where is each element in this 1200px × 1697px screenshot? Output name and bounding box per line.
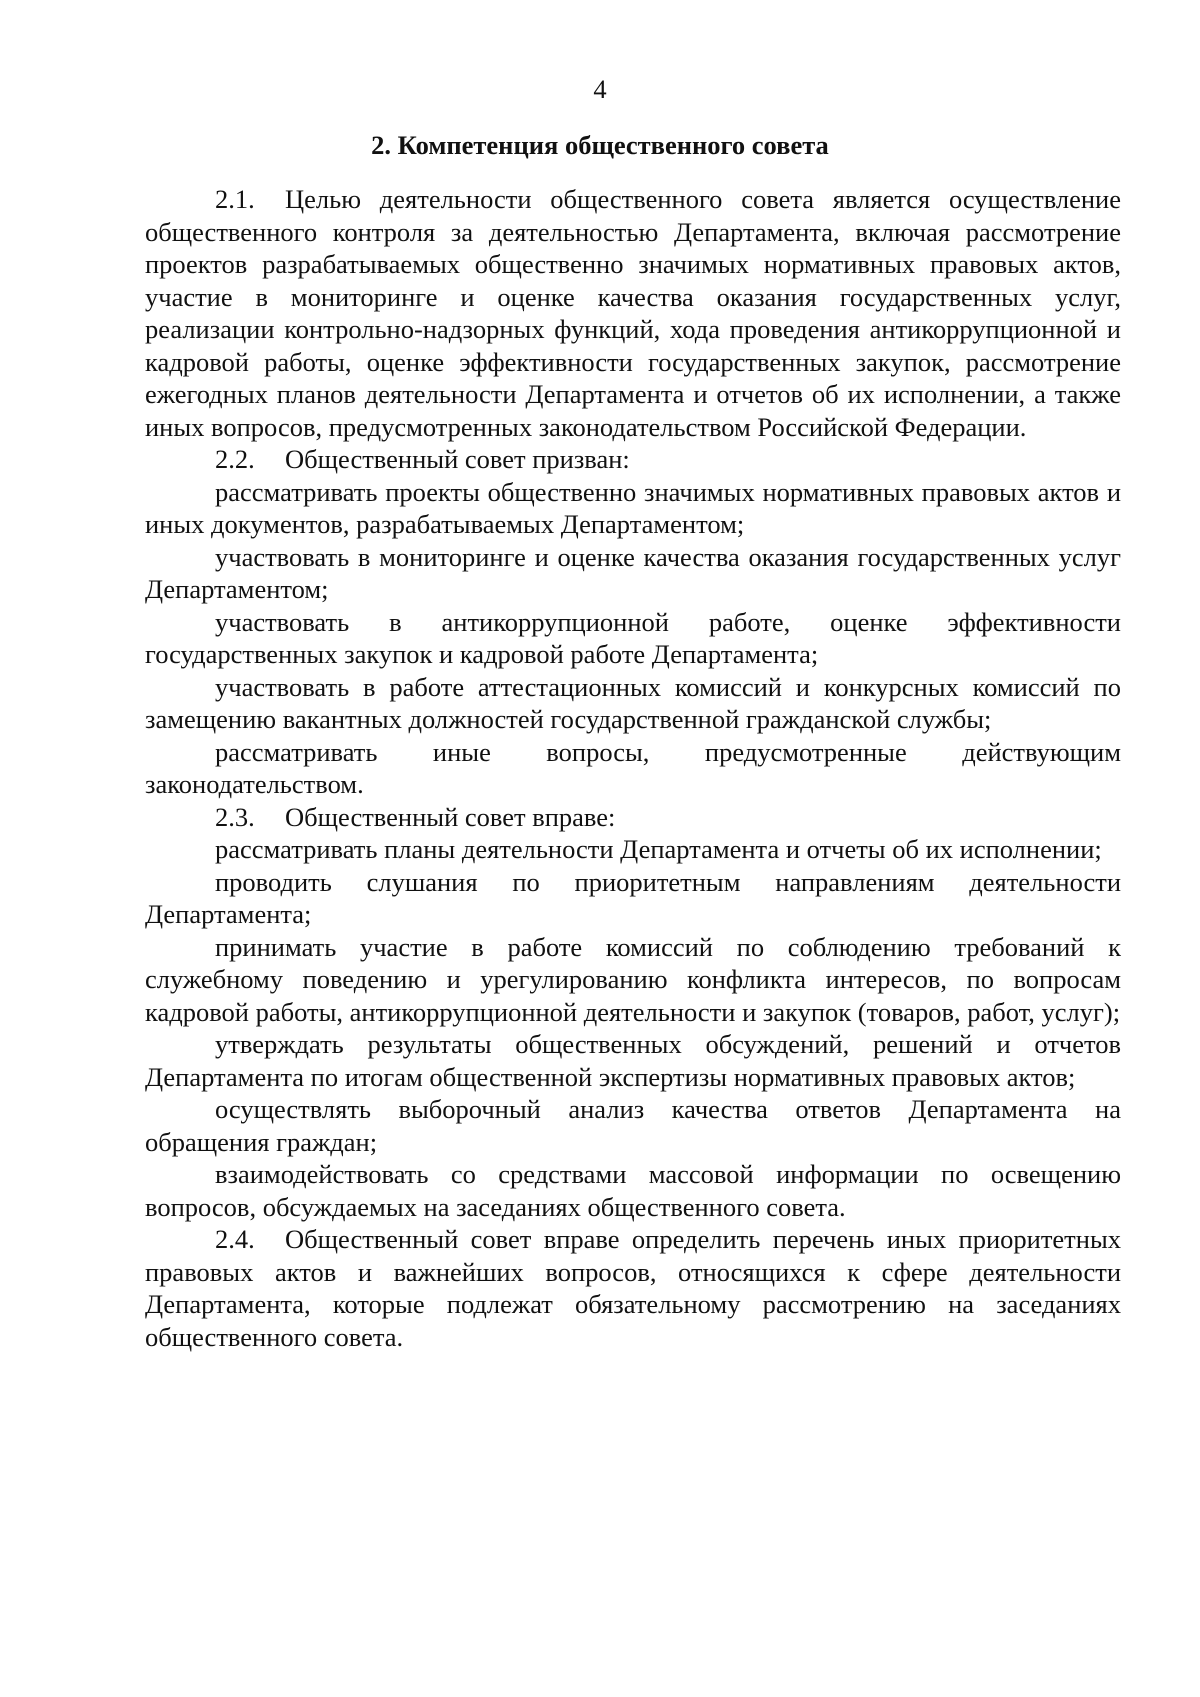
list-item: рассматривать проекты общественно значимых нормативных правовых актов и иных документов, разрабатываемых Департаментом; — [145, 476, 1121, 539]
paragraph-2-3 — [145, 801, 1121, 834]
list-item: принимать участие в работе комиссий по соблюдению требований к служебному поведению и урегулированию конфликта интересов, по вопросам кадровой работы, антикоррупционной деятельности и закупок (товаров, работ, услуг); — [145, 931, 1121, 1027]
page-number: 4 — [593, 74, 607, 104]
paragraph-text: Общественный совет вправе определить перечень иных приоритетных правовых актов и важнейших вопросов, относящихся к сфере деятельности Департамента, которые подлежат обязательному рассмотрению на заседаниях общественного совета. — [145, 1224, 1121, 1352]
list-item: участвовать в работе аттестационных комиссий и конкурсных комиссий по замещению вакантных должностей государственной гражданской службы; — [145, 671, 1121, 734]
paragraph-text: Общественный совет призван: — [285, 444, 630, 474]
paragraph-number: 2.1. — [215, 184, 255, 214]
paragraph-text: Целью деятельности общественного совета является осуществление общественного контроля за деятельностью Департамента, включая рассмотрение проектов разрабатываемых общественно значимых нормативных правовых актов, участие в мониторинге и оценке качества оказания государственных услуг, реализации контрольно-надзорных функций, хода проведения антикоррупционной и кадровой работы, оценке эффективности государственных закупок, рассмотрение ежегодных планов деятельности Департамента и отчетов об их исполнении, а также иных вопросов, предусмотренных законодательством Российской Федерации. — [145, 184, 1121, 442]
paragraph-text: Общественный совет вправе: — [285, 801, 616, 832]
paragraph-number: 2.4. — [215, 1224, 255, 1254]
list-item: осуществлять выборочный анализ качества ответов Департамента на обращения граждан; — [145, 1094, 1121, 1157]
list-item: рассматривать планы деятельности Департамента и отчеты об их исполнении; — [215, 834, 1102, 864]
section-title: 2. Компетенция общественного совета — [371, 130, 829, 160]
list-item: участвовать в антикоррупционной работе, оценке эффективности государственных закупок и кадровой работе Департамента; — [145, 606, 1121, 669]
list-item: участвовать в мониторинге и оценке качества оказания государственных услуг Департаментом; — [145, 541, 1121, 604]
paragraph-2-4 — [145, 1223, 1121, 1353]
paragraph-number: 2.3. — [215, 801, 255, 832]
paragraph-number: 2.2. — [215, 444, 255, 474]
list-item: проводить слушания по приоритетным направлениям деятельности Департамента; — [145, 866, 1121, 929]
paragraph-2-2 — [145, 443, 1121, 476]
list-item: рассматривать иные вопросы, предусмотренные действующим законодательством. — [145, 736, 1121, 799]
document-body — [145, 183, 1121, 1353]
list-item: взаимодействовать со средствами массовой информации по освещению вопросов, обсуждаемых на заседаниях общественного совета. — [145, 1159, 1121, 1222]
paragraph-2-1 — [145, 183, 1121, 443]
list-item: утверждать результаты общественных обсуждений, решений и отчетов Департамента по итогам общественной экспертизы нормативных правовых актов; — [145, 1029, 1121, 1092]
